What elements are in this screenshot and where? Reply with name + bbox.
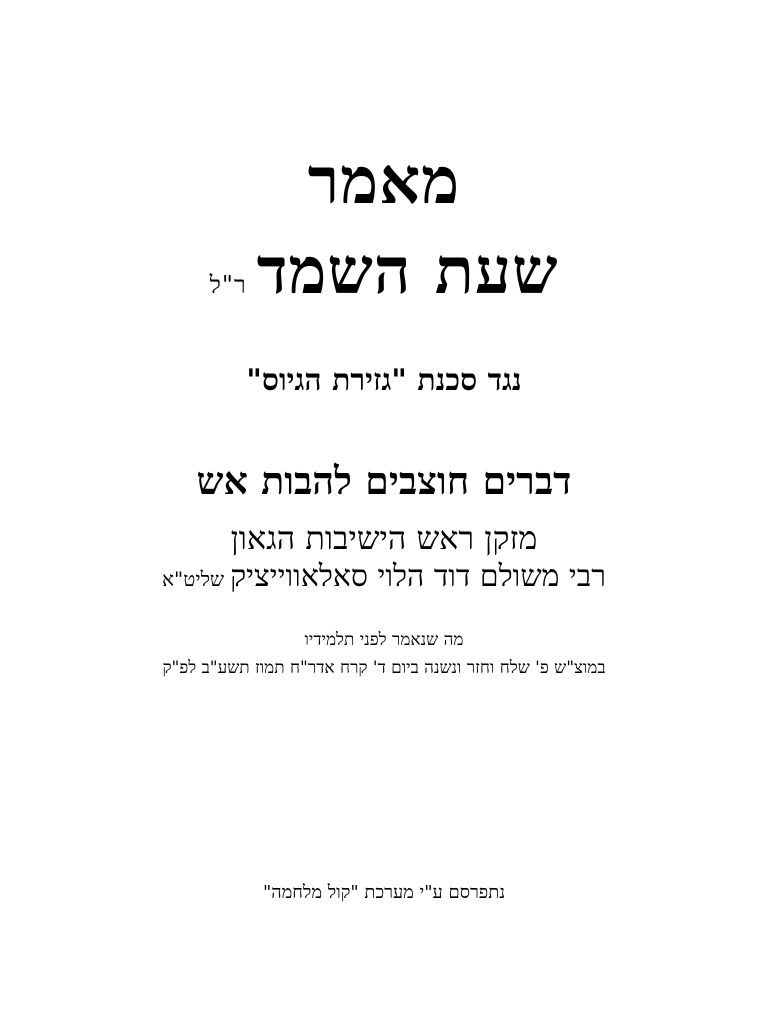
- note-text-1: מה שנאמר לפני תלמידיו: [304, 630, 464, 650]
- note-text-2: במוצ"ש פ' שלח וחזר ונשנה ביום ד' קרח אדר"ח תמוז תשע"ב לפ"ק: [162, 658, 606, 678]
- publisher-footer: [0, 884, 768, 902]
- author-text-1: מזקן ראש הישיבות הגאון: [230, 519, 538, 557]
- title-line-2: [0, 234, 768, 309]
- author-suffix: שליט"א: [162, 567, 225, 591]
- subtitle-text: נגד סכנת "גזירת הגיוס": [246, 363, 522, 398]
- title-text-2: שעת השמד: [256, 234, 559, 309]
- section-heading: [0, 458, 768, 503]
- publisher-footer-text: נתפרסם ע"י מערכת "קול מלחמה": [262, 882, 506, 903]
- author-line-2: [0, 559, 768, 594]
- title-suffix: ר"ל: [209, 271, 247, 299]
- note-line-1: [0, 632, 768, 649]
- title-text-1: מאמר: [307, 144, 461, 219]
- author-text-2: רבי משולם דוד הלוי סאלאווייציק: [230, 559, 606, 594]
- note-line-2: [0, 660, 768, 677]
- subtitle: [0, 363, 768, 398]
- title-line-1: [0, 144, 768, 219]
- section-heading-text: דברים חוצבים להבות אש: [196, 458, 572, 503]
- author-line-1: [0, 519, 768, 557]
